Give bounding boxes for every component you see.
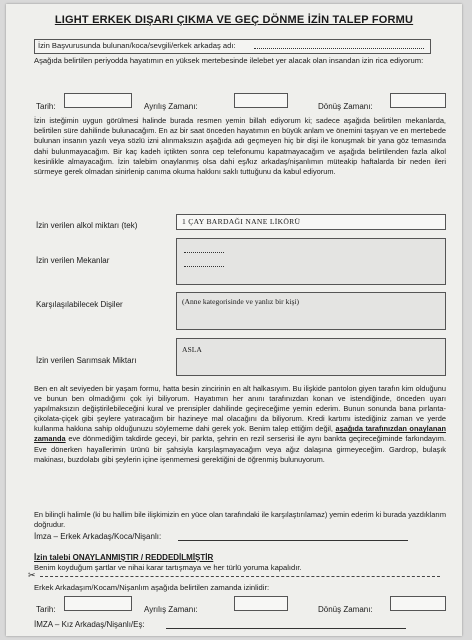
date-label: Tarih: <box>36 102 56 111</box>
return-label: Dönüş Zamanı: <box>318 102 373 111</box>
decision-heading: İzin talebi ONAYLANMIŞTIR / REDDEDİLMİŞTİR <box>34 553 214 562</box>
scissors-icon: ✂ <box>28 570 36 580</box>
permitted-text: Erkek Arkadaşım/Kocam/Nişanlım aşağıda belirtilen zamanda izinlidir: <box>34 583 270 592</box>
date-field-2[interactable] <box>64 596 132 611</box>
places-dots-1 <box>184 252 224 253</box>
oath-paragraph: İzin isteğimin uygun görülmesi halinde burada resmen yemin billah ediyorum ki; sadece aşağıda belirtilen mekanlarda, belirtilen süre dahilinde bulunacağım. En az bir saat önceden hayatımın en büyük anlam ve önemini taşıyan ve en mertebede bulunan insanın yazılı veya sözlü izni alınmaksızın aşağıda adı geçmeyen hiç bir dişi ile konuşmak bir yana göz temasında dahi bulunmayacağım. Bir kaç kadeh içtikten sonra cep telefonumu kapatmayacağım ve aşağıda belirtilenden fazla alkol kesinlikle almayacağım. İzin talebim onaylanmış olsa dahi eş/kız arkadaş/nişanlımın müteakip haftalarda bir neden ileri sürmeye gerek olmadan sinirlenip canıma okuma hakkını saklı tuttuğunu da kabul ediyorum. <box>34 116 446 177</box>
departure-label-2: Ayrılış Zamanı: <box>144 605 198 614</box>
places-field[interactable] <box>176 238 446 285</box>
male-signature-field[interactable] <box>178 540 408 541</box>
return-label-2: Dönüş Zamanı: <box>318 605 373 614</box>
return-field-2[interactable] <box>390 596 446 611</box>
places-dots-2 <box>184 266 224 267</box>
applicant-name-field[interactable] <box>254 48 424 49</box>
form-title: LIGHT ERKEK DIŞARI ÇIKMA VE GEÇ DÖNME İZİN TALEP FORMU <box>54 14 414 26</box>
departure-label: Ayrılış Zamanı: <box>144 102 198 111</box>
intro-text: Aşağıda belirtilen periyodda hayatımın en yüksek mertebesinde ilelebet yer alacak olan insandan izin rica ediyorum: <box>34 56 424 65</box>
date-field[interactable] <box>64 93 132 108</box>
return-field[interactable] <box>390 93 446 108</box>
closing-text-2: eve dönmediğim takdirde geceyi, bir parkta, şehrin en rezil serserisi ile aynı bankta geçireceğiminde farkındayım. Eve dönerken hayallerimin ürünü bir şahsiyla karşılaşmayacağım veya ağız dalaşına girmeyeceğim. Gardrop, bulaşık makinası, buzdolabı gibi şeylerin içine işenmemesi gerektiğini de öğrenmiş bulunuyorum. <box>34 434 446 464</box>
cut-line <box>40 576 440 577</box>
places-label: İzin verilen Mekanlar <box>36 256 110 265</box>
closing-emphasis: aşağıda tarafınızdan onaylanan zamanda <box>34 424 446 444</box>
alcohol-value: 1 ÇAY BARDAĞI NANE LİKÖRÜ <box>182 217 301 226</box>
male-signature-label: İmza – Erkek Arkadaş/Koca/Nişanlı: <box>34 532 162 541</box>
departure-field[interactable] <box>234 93 288 108</box>
departure-field-2[interactable] <box>234 596 288 611</box>
garlic-field[interactable] <box>176 338 446 376</box>
date-label-2: Tarih: <box>36 605 56 614</box>
terms-text: Benim koyduğum şartlar ve nihai karar tartışmaya ve her türlü yoruma kapalıdır. <box>34 563 302 572</box>
garlic-label: İzin verilen Sarımsak Miktarı <box>36 356 137 365</box>
females-label: Karşılaşılabilecek Dişiler <box>36 300 123 309</box>
applicant-label: İzin Başvurusunda bulunan/koca/sevgili/erkek arkadaş adı: <box>38 41 236 50</box>
form-page <box>6 4 462 636</box>
closing-oath: En bilinçli halimle (ki bu hallim bile ilişkimizin en yüce olan tarafındaki ile karşılaştırılamaz) yemin ederim ki burada yazdıklarım doğrudur. <box>34 510 446 530</box>
closing-paragraph <box>34 384 446 465</box>
females-value: (Anne kategorisinde ve yanlız bir kişi) <box>182 297 300 306</box>
closing-text-1: Ben en alt seviyeden bir yaşam formu, hatta besin zincirinin en alt halkasıyım. Bu ilişkide pantolon giyen tarafın kim olduğunu ve bunun ben olmadığımı çok iyi biliyorum. Hayatımın her anını tarafınızdan konan ve istendiğinde, önceden uyarı yapılmaksızın değiştirilebileceğini kural ve prensipler dahilinde geçireceğime yemin ederim. Bunun sonunda bana pırlanta-çikolata-çiçek gibi şeylere yatıracağım bir hazineye mal olacağını da biliyorum. Kredi kartımı istediğiniz zaman ve yerde kullanma hakkına sahip olduğunuzu söylememe dahi gerek yok. Benim talep ettiğim değil, <box>34 384 446 434</box>
garlic-value: ASLA <box>182 345 202 354</box>
female-signature-field[interactable] <box>166 628 406 629</box>
alcohol-label: İzin verilen alkol miktarı (tek) <box>36 221 138 230</box>
female-signature-label: İMZA – Kız Arkadaş/Nişanlı/Eş: <box>34 620 145 629</box>
